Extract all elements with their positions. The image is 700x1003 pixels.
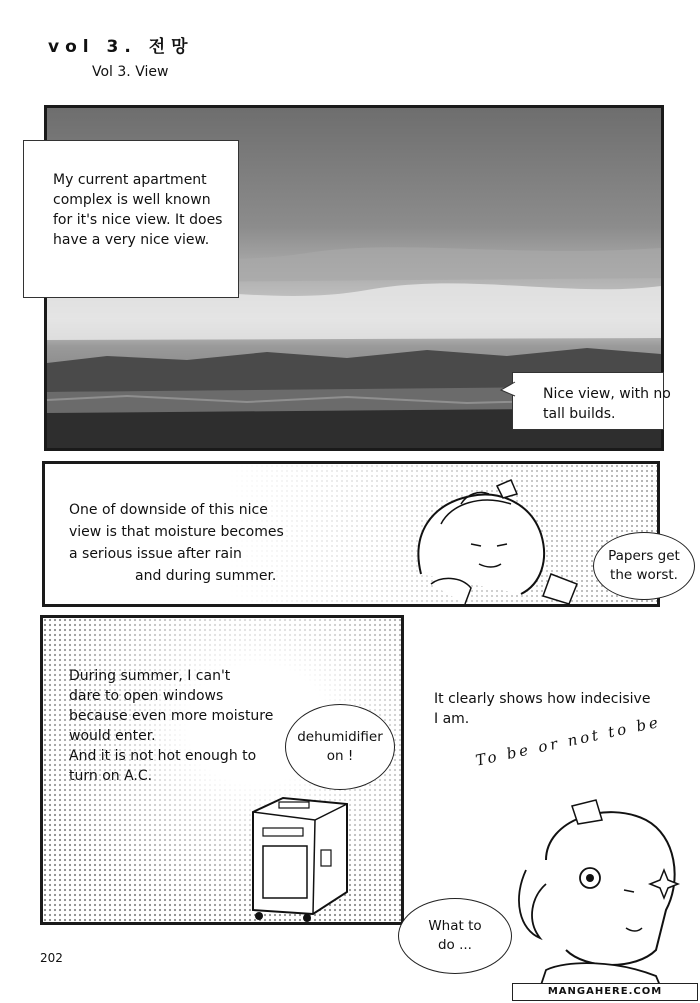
panel-landscape xyxy=(44,105,671,451)
caption-indecisive: It clearly shows how indecisive I am. xyxy=(434,691,651,727)
chapter-title: vol 3. 전망 xyxy=(48,37,194,57)
note-view: Nice view, with no tall builds. xyxy=(543,386,671,422)
panel-moisture xyxy=(42,461,680,607)
speech-bubble-papers: Papers get the worst. xyxy=(593,532,695,600)
girl-reading-illustration xyxy=(401,464,601,604)
caption-summer: During summer, I can't dare to open windows because even more moisture would enter. And it is not hot enough to turn on A.C. xyxy=(69,668,274,784)
speech-bubble-dehumidifier: dehumidifier on ! xyxy=(285,704,395,790)
page-number: 202 xyxy=(40,951,63,965)
caption-moisture-line-2: view is that moisture becomes xyxy=(69,524,284,540)
girl-thinking-illustration xyxy=(506,800,696,1000)
caption-moisture-line-4: and during summer. xyxy=(135,568,277,584)
panel-summer xyxy=(40,615,404,925)
note-pointer xyxy=(497,378,517,398)
watermark: MANGAHERE.COM xyxy=(512,983,698,1001)
handwritten-to-be: To be or not to be xyxy=(474,712,663,770)
dehumidifier-icon xyxy=(243,792,353,922)
caption-moisture-line-3: a serious issue after rain xyxy=(69,546,242,562)
caption-moisture-line-1: One of downside of this nice xyxy=(69,502,268,518)
caption-view: My current apartment complex is well known for it's nice view. It does have a very nice view. xyxy=(53,172,223,248)
speech-bubble-what-to-do: What to do ... xyxy=(398,898,512,974)
chapter-subtitle: Vol 3. View xyxy=(92,64,169,80)
